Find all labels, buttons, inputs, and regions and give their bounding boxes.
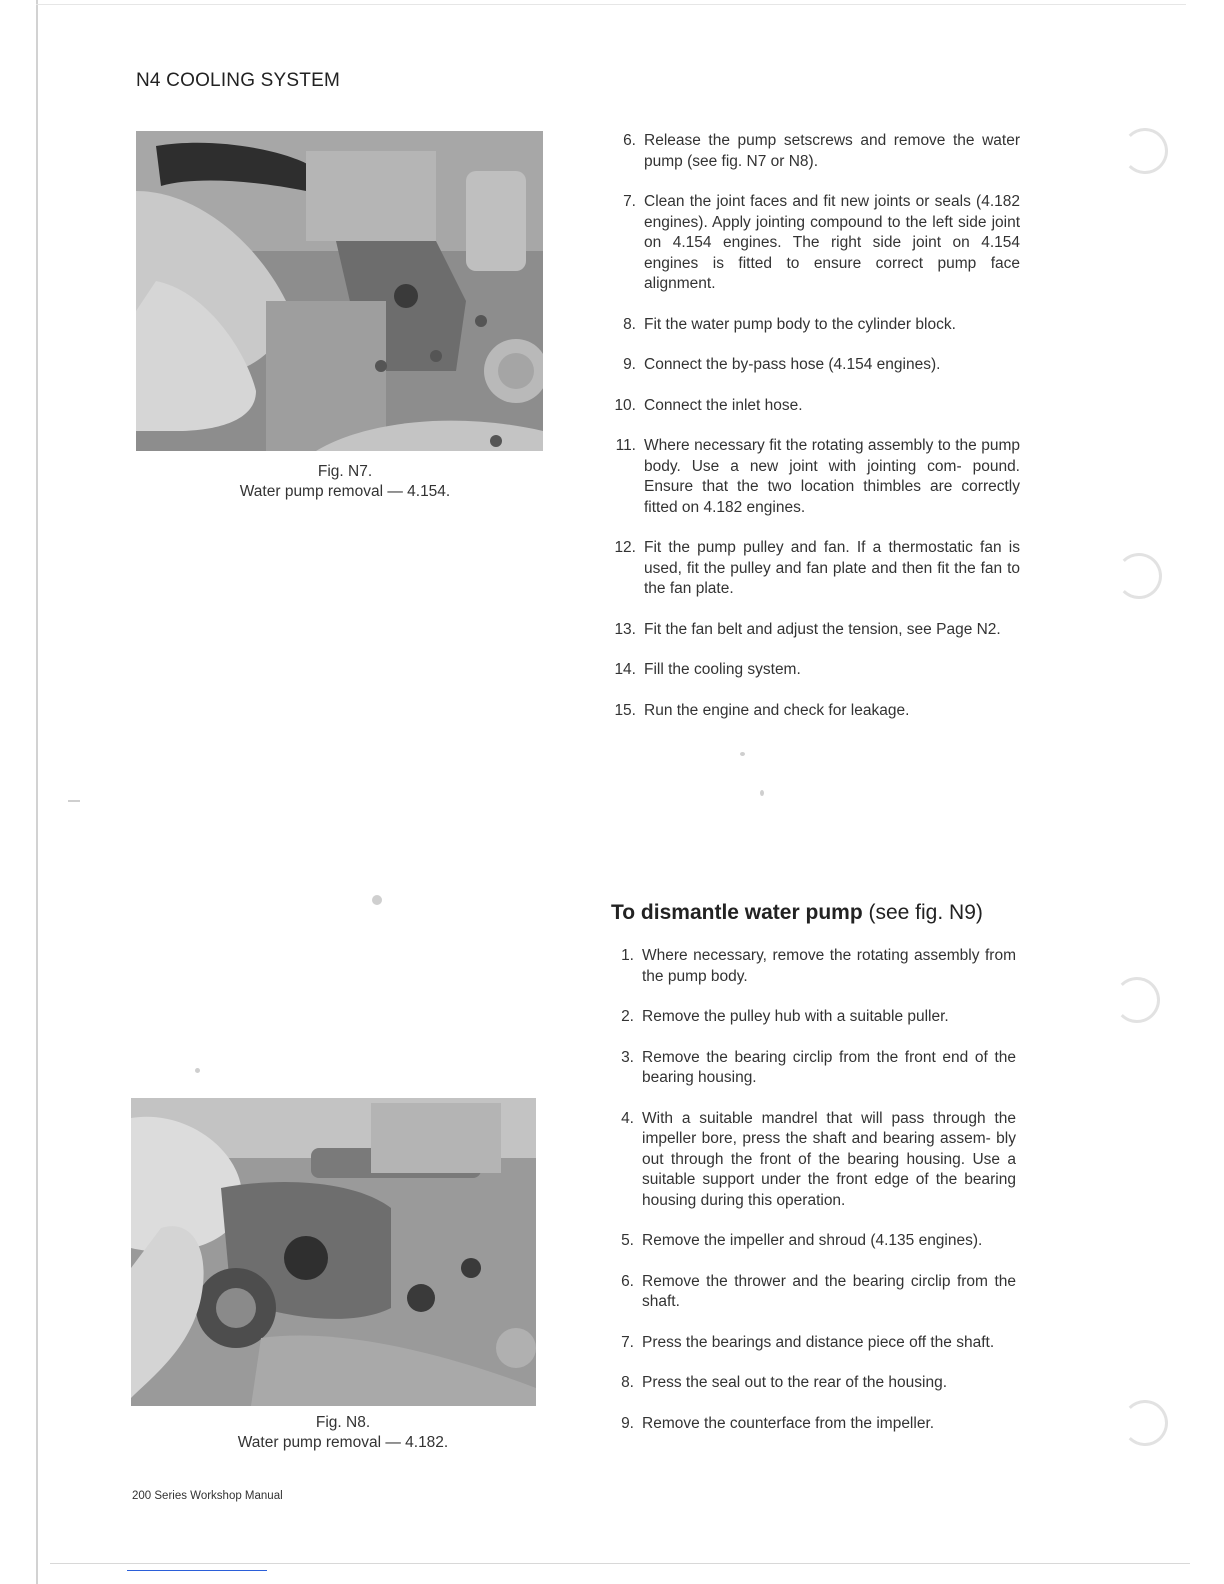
- list-item: 8. Press the seal out to the rear of the housing.: [621, 1374, 948, 1391]
- dismantle-steps-list: [606, 946, 1016, 1434]
- list-item: 9. Remove the counterface from the impeller.: [621, 1414, 935, 1432]
- scan-speck: [372, 895, 382, 905]
- section-heading-dismantle: [611, 901, 983, 925]
- figure-n7-label: Fig. N7.: [317, 463, 373, 480]
- scan-speck: [740, 752, 745, 756]
- scan-speck: [760, 790, 764, 796]
- photo-water-pump-removal-4154: [136, 131, 543, 451]
- section-heading-ref: (see fig. N9): [862, 901, 983, 924]
- list-item: 5. Remove the impeller and shroud (4.135 engines).: [621, 1232, 983, 1249]
- figure-n8-caption: [178, 1413, 508, 1453]
- list-item: 2. Remove the pulley hub with a suitable puller.: [621, 1008, 949, 1025]
- list-item: 8. Fit the water pump body to the cylinder block.: [623, 315, 956, 333]
- scan-speck: [68, 800, 80, 802]
- list-item: 13. Fit the fan belt and adjust the tension, see Page N2.: [614, 620, 1001, 638]
- fit-steps-list: [608, 131, 1020, 721]
- list-item: 11. Where necessary fit the rotating assembly to the pump body. Use a new joint with jointing com- pound. Ensure that the two location thimbles are correctly fitted on 4.182 engines.: [615, 437, 1020, 516]
- list-item: 12. Fit the pump pulley and fan. If a thermostatic fan is used, fit the pulley and fan plate and then fit the fan to the fan plate.: [614, 539, 1020, 597]
- list-item: 6. Remove the thrower and the bearing circlip from the shaft.: [621, 1272, 1016, 1310]
- binder-hole-mark: [1114, 977, 1160, 1023]
- list-item: 7. Clean the joint faces and fit new joints or seals (4.182 engines). Apply jointing compound to the left side joint on 4.154 engines. The right side joint on 4.154 engines is fitted to ensure correct pump face alignment.: [623, 193, 1020, 292]
- binder-hole-mark: [1116, 553, 1162, 599]
- scan-edge-top: [36, 4, 1186, 5]
- list-item: 10. Connect the inlet hose.: [614, 396, 803, 414]
- figure-n8-label: Fig. N8.: [315, 1414, 371, 1431]
- figure-n8-text: Water pump removal — 4.182.: [237, 1434, 449, 1451]
- scan-edge-left: [36, 0, 38, 1584]
- photo-water-pump-removal-4182: [131, 1098, 536, 1406]
- list-item: 14. Fill the cooling system.: [614, 661, 801, 678]
- scan-speck: [195, 1068, 200, 1073]
- section-heading-bold: To dismantle water pump: [611, 901, 863, 924]
- page-footer: 200 Series Workshop Manual: [132, 1490, 283, 1502]
- list-item: 4. With a suitable mandrel that will pass through the impeller bore, press the shaft and bearing assem- bly out through the front of the bearing housing. Use a suitable support under the front edge of the bearing housing during this operation.: [621, 1109, 1016, 1209]
- list-item: 15. Run the engine and check for leakage.: [614, 701, 910, 719]
- binder-hole-mark: [1122, 128, 1168, 174]
- figure-n7-caption: [180, 462, 510, 502]
- binder-hole-mark: [1122, 1400, 1168, 1446]
- blue-underline: [127, 1570, 267, 1571]
- page-header: N4 COOLING SYSTEM: [136, 70, 340, 91]
- list-item: 3. Remove the bearing circlip from the front end of the bearing housing.: [621, 1048, 1016, 1086]
- list-item: 6. Release the pump setscrews and remove the water pump (see fig. N7 or N8).: [623, 132, 1020, 170]
- list-item: 9. Connect the by-pass hose (4.154 engines).: [623, 356, 941, 373]
- figure-n7-text: Water pump removal — 4.154.: [239, 483, 451, 500]
- list-item: 7. Press the bearings and distance piece off the shaft.: [621, 1333, 995, 1351]
- list-item: 1. Where necessary, remove the rotating assembly from the pump body.: [621, 947, 1016, 985]
- scan-edge-bottom: [50, 1563, 1190, 1564]
